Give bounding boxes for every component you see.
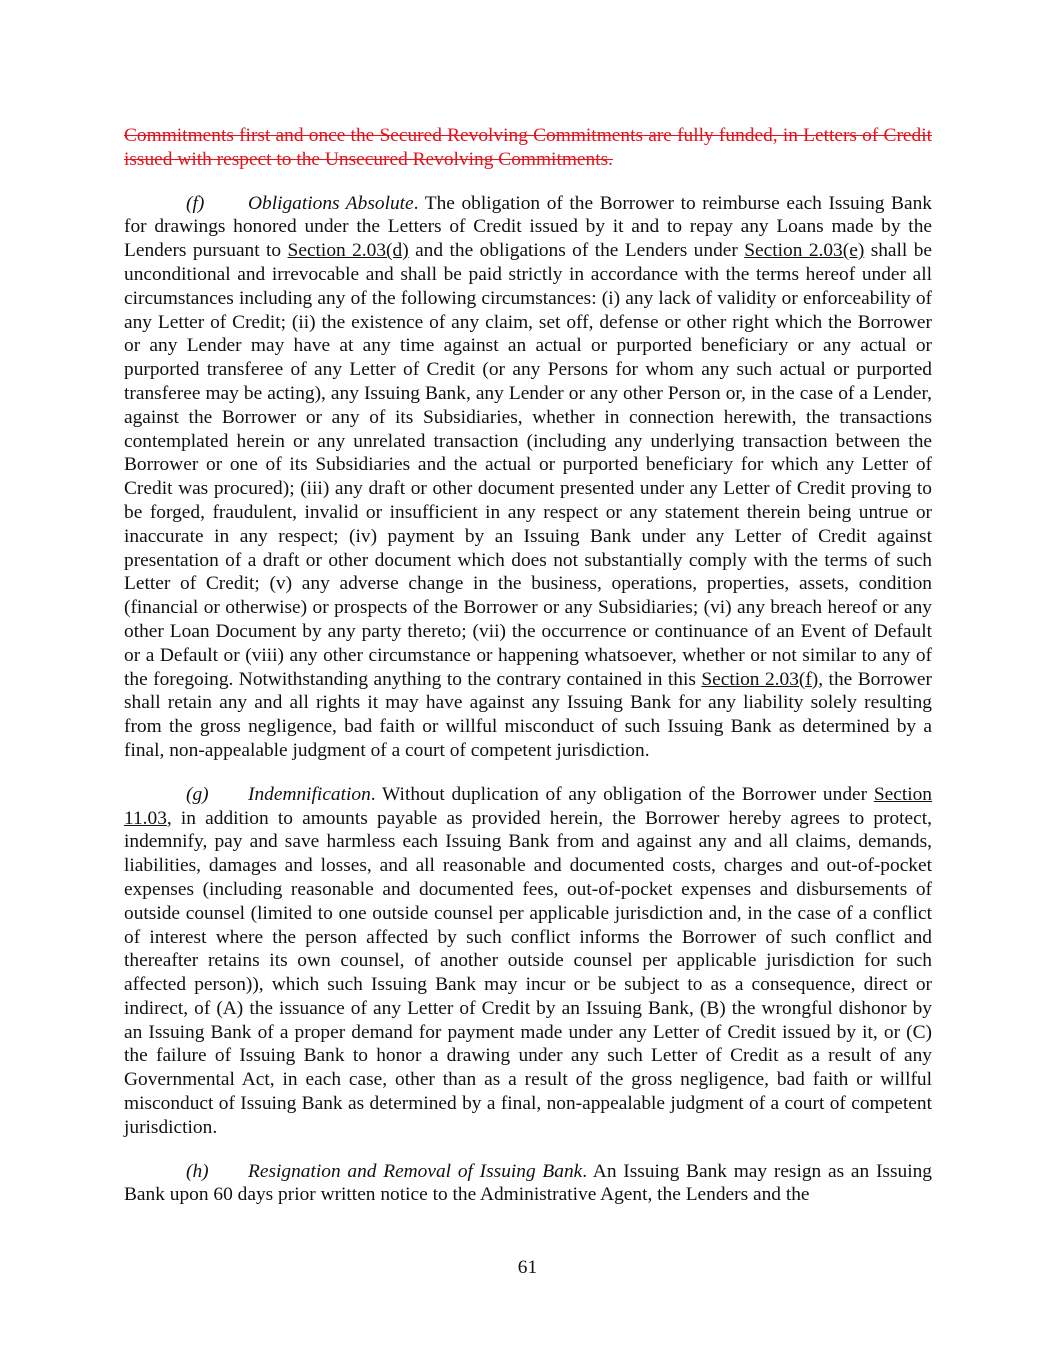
section-2-03-f-link[interactable]: Section 2.03(f) [701, 668, 819, 690]
section-f-text-1: . The obligation of the Borrower to reimburse each Issuing Bank for drawings honored under the Letters of Credit issued by it and to repay any Loans made by the Lenders pursuant to [124, 192, 932, 262]
section-h-paragraph [124, 1160, 932, 1208]
section-g-text-1: . Without duplication of any obligation of the Borrower under [370, 783, 874, 805]
section-2-03-e-link[interactable]: Section 2.03(e) [744, 240, 865, 262]
section-f-marker: (f) [186, 192, 205, 214]
page-number: 61 [517, 1257, 538, 1278]
section-2-03-d-link[interactable]: Section 2.03(d) [287, 240, 409, 262]
section-f-paragraph [124, 192, 932, 763]
section-h-marker: (h) [186, 1160, 209, 1182]
section-f-heading: Obligations Absolute [248, 192, 414, 214]
document-page [124, 124, 932, 1227]
section-f-text-3: shall be unconditional and irrevocable and shall be paid strictly in accordance with the terms hereof under all circumstances including any of the following circumstances: (i) any lack of validity or enforceability of any Letter of Credit; (ii) the existence of any claim, set off, defense or other right which the Borrower or any Lender may have at any time against an actual or purported beneficiary or any actual or purported transferee of any Letter of Credit (or any Persons for whom any such actual or purported transferee may be acting), any Issuing Bank, any Lender or any other Person or, in the case of a Lender, against the Borrower or any of its Subsidiaries, whether in connection herewith, the transactions contemplated herein or any unrelated transaction (including any underlying transaction between the Borrower or one of its Subsidiaries and the actual or purported beneficiary for which any Letter of Credit was procured); (iii) any draft or other document presented under any Letter of Credit proving to be forged, fraudulent, invalid or insufficient in any respect or any statement therein being untrue or inaccurate in any respect; (iv) payment by an Issuing Bank under any Letter of Credit against presentation of a draft or other document which does not substantially comply with the terms of such Letter of Credit; (v) any adverse change in the business, operations, properties, assets, condition (financial or otherwise) or prospects of the Borrower or any Subsidiaries; (vi) any breach hereof or any other Loan Document by any party thereto; (vii) the occurrence or continuance of an Event of Default or a Default or (viii) any other circumstance or happening whatsoever, whether or not similar to any of the foregoing. Notwithstanding anything to the contrary contained in this [124, 240, 933, 690]
section-g-heading: Indemnification [248, 783, 371, 805]
section-11-03-link[interactable]: Section 11.03 [124, 783, 932, 829]
section-f-text-4: , the Borrower shall retain any and all rights it may have against any Issuing Bank for any liability solely resulting from the gross negligence, bad faith or willful misconduct of such Issuing Bank as determined by a final, non-appealable judgment of a court of competent jurisdiction. [124, 668, 932, 761]
section-g-marker: (g) [186, 783, 209, 805]
section-g-text-2: , in addition to amounts payable as provided herein, the Borrower hereby agrees to protect, indemnify, pay and save harmless each Issuing Bank from and against any and all claims, demands, liabilities, damages and losses, and all reasonable and documented costs, charges and out-of-pocket expenses (including reasonable and documented fees, out-of-pocket expenses and disbursements of outside counsel (limited to one outside counsel per applicable jurisdiction and, in the case of a conflict of interest where the person affected by such conflict informs the Borrower of such conflict and thereafter retains its own counsel, of another outside counsel per applicable jurisdiction for such affected person)), which such Issuing Bank may incur or be subject to as a consequence, direct or indirect, of (A) the issuance of any Letter of Credit by an Issuing Bank, (B) the wrongful dishonor by an Issuing Bank of a proper demand for payment made under any Letter of Credit issued by it, or (C) the failure of Issuing Bank to honor a drawing under any such Letter of Credit as a result of any Governmental Act, in each case, other than as a result of the gross negligence, bad faith or willful misconduct of Issuing Bank as determined by a final, non-appealable judgment of a court of competent jurisdiction. [124, 807, 932, 1138]
section-h-text-1: . An Issuing Bank may resign as an Issuing Bank upon 60 days prior written notice to the Administrative Agent, the Lenders and the [124, 1160, 932, 1206]
section-g-paragraph [124, 783, 932, 1140]
section-h-heading: Resignation and Removal of Issuing Bank [248, 1160, 583, 1182]
section-f-text-2: and the obligations of the Lenders under [408, 240, 745, 262]
deleted-text-strikethrough: Commitments first and once the Secured Revolving Commitments are fully funded, in Letters of Credit issued with respect to the Unsecured Revolving Commitments. [124, 125, 932, 170]
